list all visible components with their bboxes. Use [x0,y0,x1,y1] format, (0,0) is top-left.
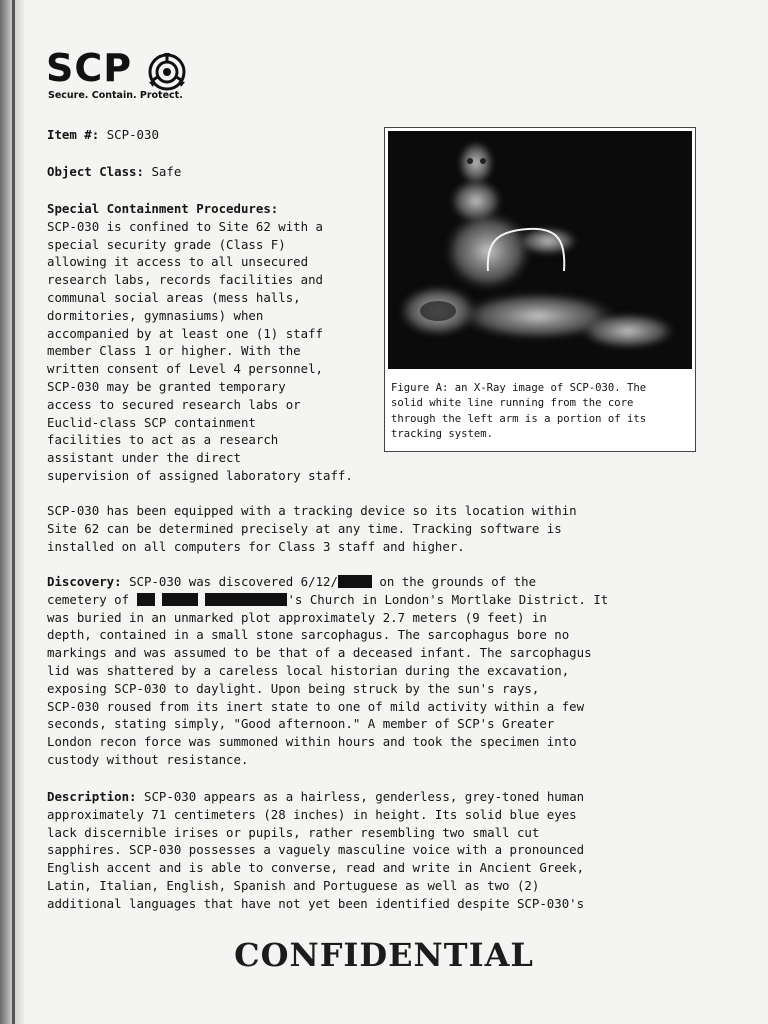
logo-text: SCP [46,46,133,90]
discovery-line: custody without resistance. [47,751,249,767]
description-line: English accent and is able to converse, read and write in Ancient Greek, [47,860,585,876]
redaction-bar [338,575,372,588]
discovery-line: London recon force was summoned within hours and took the specimen into [47,734,577,750]
caption-line: Figure A: an X-Ray image of SCP-030. The [391,382,647,394]
redaction-bar [205,593,287,606]
description-line: approximately 71 centimeters (28 inches) in height. Its solid blue eyes [47,806,577,822]
procedures-line: written consent of Level 4 personnel, [47,361,324,377]
description-line: additional languages that have not yet been identified despite SCP-030's [47,895,585,911]
scp-emblem-icon [147,52,187,92]
description-line: Latin, Italian, English, Spanish and Portuguese as well as two (2) [47,877,540,893]
description-line-1: Description: SCP-030 appears as a hairless, genderless, grey-toned human [47,789,585,804]
procedures-line: allowing it access to all unsecured [47,254,309,270]
caption-line: tracking system. [391,428,494,441]
procedures-line: member Class 1 or higher. With the [47,343,301,359]
figure-caption [391,381,646,443]
procedures-line: assistant under the direct [47,450,241,466]
caption-line: solid white line running from the core [391,397,634,410]
description-line: sapphires. SCP-030 possesses a vaguely masculine voice with a pronounced [47,842,585,858]
procedures-line: supervision of assigned laboratory staff. [47,467,353,483]
redaction-bar [137,593,155,606]
procedures-line: access to secured research labs or [47,396,301,412]
procedures-line: special security grade (Class F) [47,236,286,252]
procedures-line: research labs, records facilities and [47,272,324,288]
tracking-paragraph [47,502,577,555]
redaction-bar [162,593,198,606]
tracking-line: installed on all computers for Class 3 staff and higher. [47,538,465,554]
containment-procedures [47,200,353,485]
discovery-line: was buried in an unmarked plot approximately 2.7 meters (9 feet) in [47,609,547,625]
discovery-label: Discovery: [47,574,122,589]
description-line: lack discernible irises or pupils, rather resembling two small cut [47,824,540,840]
procedures-line: accompanied by at least one (1) staff [47,325,324,341]
discovery-line-2: cemetery of 's Church in London's Mortlake District. It [47,591,609,607]
caption-line: through the left arm is a portion of its [391,412,647,425]
object-class-value: Safe [151,164,182,179]
tracking-line: Site 62 can be determined precisely at any time. Tracking software is [47,520,562,536]
item-number-value: SCP-030 [106,127,159,142]
confidential-stamp: CONFIDENTIAL [234,936,534,974]
discovery-line: SCP-030 roused from its inert state to one of mild activity within a few [47,698,585,714]
object-class-field [47,163,181,181]
discovery-section [47,573,608,769]
description-label: Description: [47,789,137,804]
description-section [47,788,584,913]
figure-a [384,127,696,452]
procedures-line: dormitories, gymnasiums) when [47,307,264,323]
procedures-heading: Special Containment Procedures: [47,201,279,216]
discovery-line-1: Discovery: SCP-030 was discovered 6/12/ on the grounds of the [47,574,537,589]
procedures-line: SCP-030 may be granted temporary [47,378,286,394]
scp-logo [46,48,206,108]
discovery-line: seconds, stating simply, "Good afternoon." A member of SCP's Greater [47,716,555,732]
logo-tagline: Secure. Contain. Protect. [48,90,183,101]
procedures-line: Euclid-class SCP containment [47,414,256,430]
procedures-line: facilities to act as a research [47,432,279,448]
discovery-line: markings and was assumed to be that of a deceased infant. The sarcophagus [47,645,592,661]
procedures-line: communal social areas (mess halls, [47,289,301,305]
discovery-line: exposing SCP-030 to daylight. Upon being struck by the sun's rays, [47,680,540,696]
item-number-label: Item #: [47,127,100,142]
binder-line [12,0,15,1024]
tracking-line: SCP-030 has been equipped with a tracking device so its location within [47,503,577,518]
procedures-line: SCP-030 is confined to Site 62 with a [47,218,324,234]
discovery-line: depth, contained in a small stone sarcophagus. The sarcophagus bore no [47,627,570,643]
discovery-line: lid was shattered by a careless local historian during the excavation, [47,662,570,678]
item-number-field [47,126,159,144]
xray-image [388,131,692,369]
object-class-label: Object Class: [47,164,144,179]
